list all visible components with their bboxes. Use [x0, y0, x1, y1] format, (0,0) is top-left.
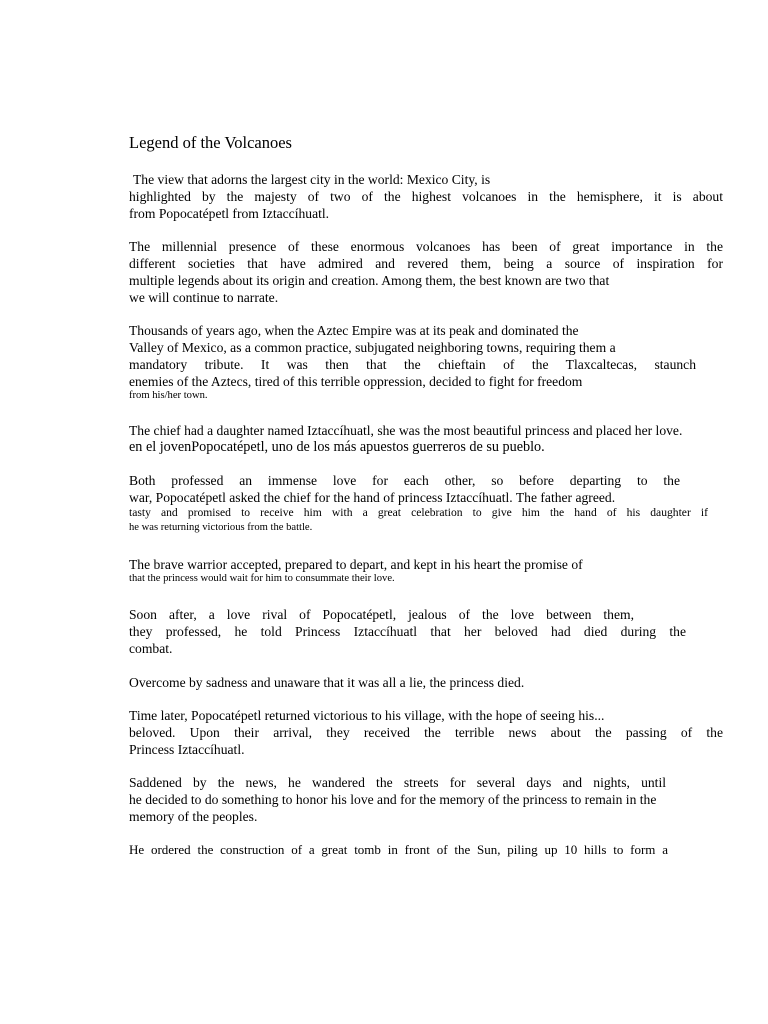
- text-line: he decided to do something to honor his love and for the memory of the princess to remain in the: [129, 792, 657, 807]
- text-line: war, Popocatépetl asked the chief for the hand of princess Iztaccíhuatl. The father agreed.: [129, 490, 616, 505]
- text-line: The view that adorns the largest city in the world: Mexico City, is: [133, 172, 491, 187]
- text-line: highlighted by the majesty of two of the highest volcanoes in the hemisphere, it is about: [129, 189, 723, 204]
- text-line: he was returning victorious from the battle.: [129, 522, 313, 533]
- text-line: The millennial presence of these enormous volcanoes has been of great importance in the: [129, 239, 723, 254]
- text-line: memory of the peoples.: [129, 809, 258, 824]
- text-line: Overcome by sadness and unaware that it was all a lie, the princess died.: [129, 675, 525, 690]
- text-line: The chief had a daughter named Iztaccíhuatl, she was the most beautiful princess and placed her love.: [129, 423, 683, 438]
- text-line: that the princess would wait for him to consummate their love.: [129, 573, 395, 584]
- text-line: we will continue to narrate.: [129, 290, 279, 305]
- text-line: Saddened by the news, he wandered the streets for several days and nights, until: [129, 775, 666, 790]
- text-line: mandatory tribute. It was then that the chieftain of the Tlaxcaltecas, staunch: [129, 357, 696, 372]
- text-line: beloved. Upon their arrival, they received the terrible news about the passing of the: [129, 725, 723, 740]
- text-line: different societies that have admired and revered them, being a source of inspiration for: [129, 256, 723, 271]
- text-line: combat.: [129, 641, 173, 656]
- text-line: Thousands of years ago, when the Aztec Empire was at its peak and dominated the: [129, 323, 579, 338]
- text-line: enemies of the Aztecs, tired of this terrible oppression, decided to fight for freedom: [129, 374, 583, 389]
- text-line: from Popocatépetl from Iztaccíhuatl.: [129, 206, 330, 221]
- text-line: Both professed an immense love for each other, so before departing to the: [129, 473, 680, 488]
- text-line: multiple legends about its origin and creation. Among them, the best known are two that: [129, 273, 610, 288]
- text-line: He ordered the construction of a great tomb in front of the Sun, piling up 10 hills to form a: [129, 842, 668, 857]
- text-line: Valley of Mexico, as a common practice, subjugated neighboring towns, requiring them a: [129, 340, 616, 355]
- text-line: Princess Iztaccíhuatl.: [129, 742, 245, 757]
- text-line: they professed, he told Princess Iztaccíhuatl that her beloved had died during the: [129, 624, 686, 639]
- text-line: from his/her town.: [129, 390, 208, 401]
- text-line: The brave warrior accepted, prepared to depart, and kept in his heart the promise of: [129, 557, 583, 572]
- text-line: en el jovenPopocatépetl, uno de los más apuestos guerreros de su pueblo.: [129, 439, 545, 455]
- text-line: Soon after, a love rival of Popocatépetl, jealous of the love between them,: [129, 607, 634, 622]
- page-title: Legend of the Volcanoes: [129, 133, 292, 152]
- text-line: tasty and promised to receive him with a great celebration to give him the hand of his daughter if: [129, 506, 708, 519]
- text-line: Time later, Popocatépetl returned victorious to his village, with the hope of seeing his...: [129, 708, 605, 723]
